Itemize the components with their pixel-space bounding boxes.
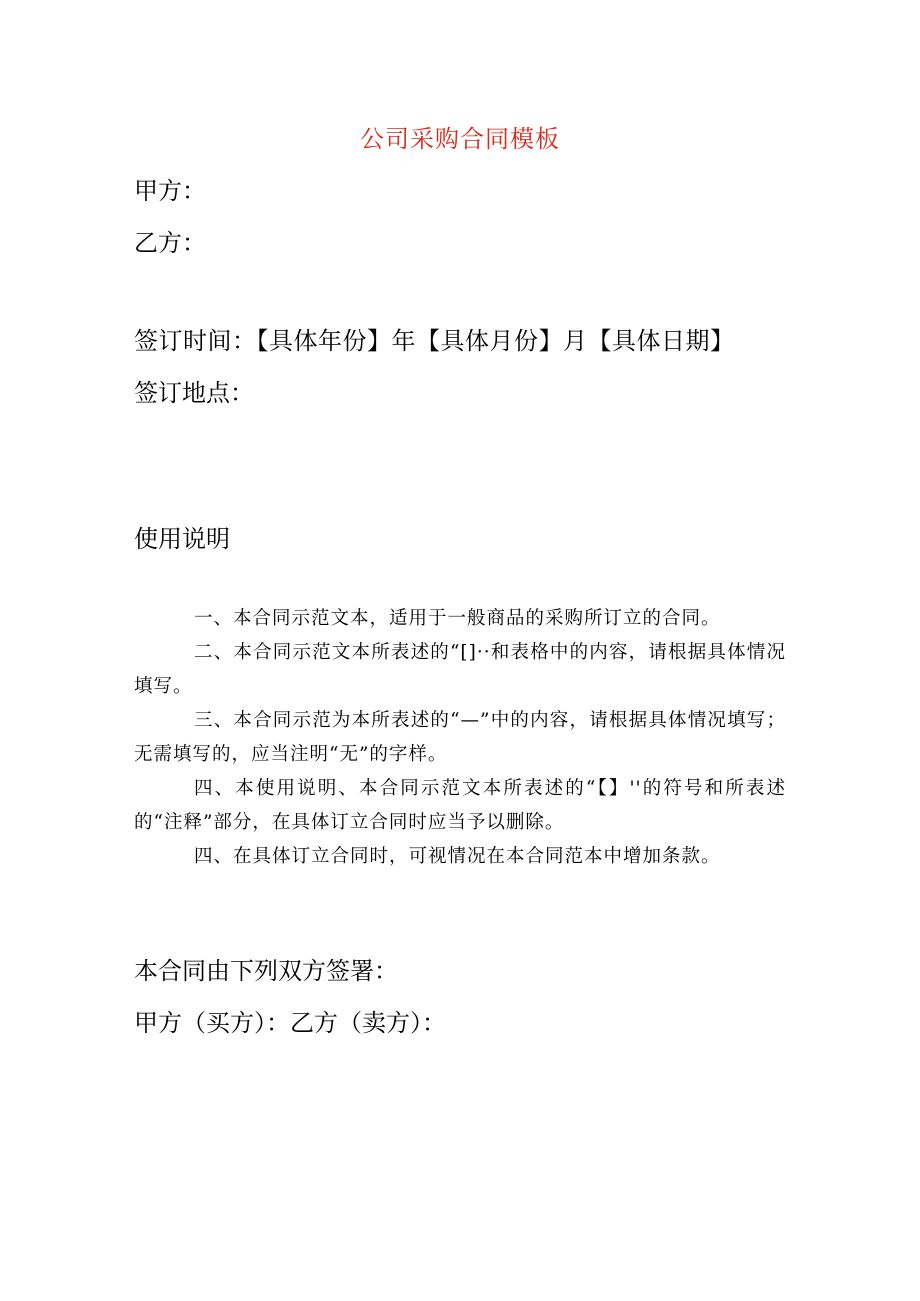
document-title: 公司采购合同模板 bbox=[360, 125, 560, 153]
usage-heading: 使用说明 bbox=[134, 525, 230, 553]
usage-note-2: 二、本合同示范文本所表述的“[]··和表格中的内容，请根据具体情况填写。 bbox=[134, 642, 786, 697]
signed-by-statement: 本合同由下列双方签署： bbox=[134, 957, 398, 985]
usage-note-1: 一、本合同示范文本，适用于一般商品的采购所订立的合同。 bbox=[194, 608, 721, 629]
signing-time: 签订时间：【具体年份】年【具体月份】月【具体日期】 bbox=[134, 327, 735, 355]
usage-notes bbox=[134, 602, 786, 874]
party-b-label: 乙方： bbox=[134, 229, 206, 257]
signature-parties: 甲方（买方）：乙方（卖方）： bbox=[134, 1009, 446, 1037]
party-a-label: 甲方： bbox=[134, 177, 206, 205]
signing-place: 签订地点： bbox=[134, 379, 254, 407]
usage-note-5: 四、在具体订立合同时，可视情况在本合同范本中增加条款。 bbox=[194, 846, 721, 867]
usage-note-4: 四、本使用说明、本合同示范文本所表述的“【】''的符号和所表述的“注释”部分，在具体订立合同时应当予以删除。 bbox=[134, 778, 786, 833]
usage-note-3: 三、本合同示范为本所表述的“—”中的内容，请根据具体情况填写；无需填写的，应当注明“无”的字样。 bbox=[134, 710, 786, 765]
